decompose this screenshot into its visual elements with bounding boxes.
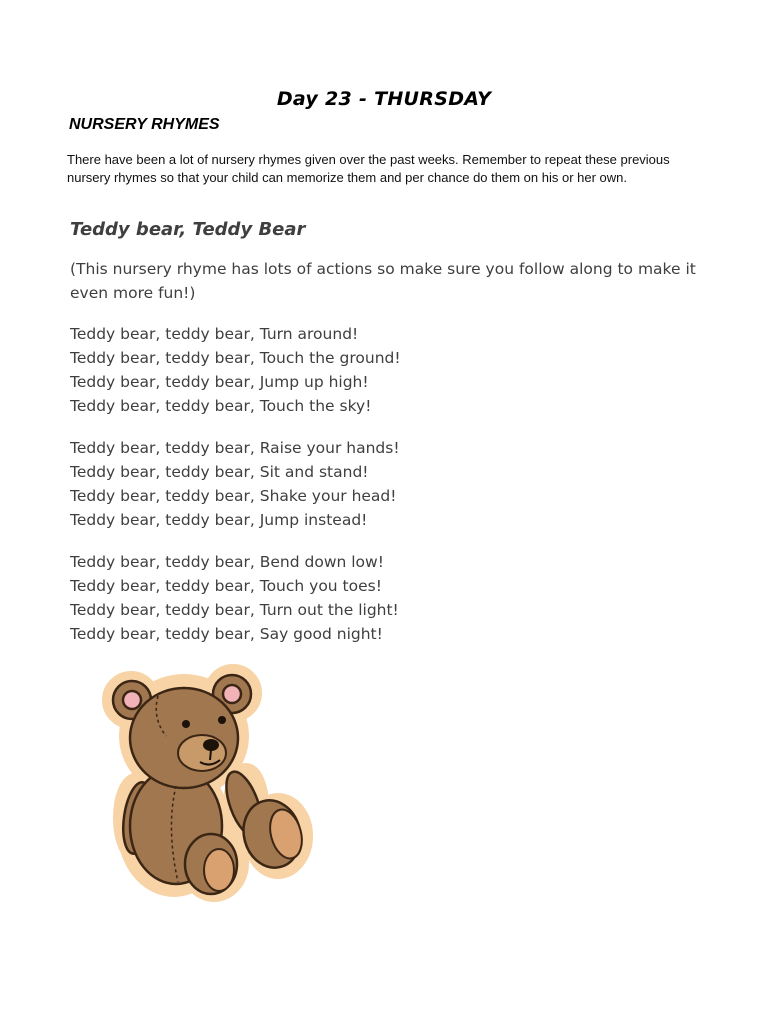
bear-head xyxy=(130,688,238,788)
verse-line: Teddy bear, teddy bear, Jump up high! xyxy=(70,373,369,391)
bear-nose xyxy=(203,739,219,751)
verse-line: Teddy bear, teddy bear, Sit and stand! xyxy=(70,463,369,481)
verse-2 xyxy=(70,436,400,532)
verse-line: Teddy bear, teddy bear, Raise your hands! xyxy=(70,439,400,457)
verse-line: Teddy bear, teddy bear, Touch the ground! xyxy=(70,349,401,367)
teddy-bear-icon xyxy=(96,658,326,920)
bear-muzzle xyxy=(178,735,226,771)
intro-paragraph: There have been a lot of nursery rhymes given over the past weeks. Remember to repeat these previous nursery rhymes so that your child can memorize them and per chance do them on his or her own. xyxy=(67,152,670,185)
rhyme-note: (This nursery rhyme has lots of actions so make sure you follow along to make it even more fun!) xyxy=(70,260,696,302)
verse-line: Teddy bear, teddy bear, Turn out the light! xyxy=(70,601,399,619)
section-heading: NURSERY RHYMES xyxy=(69,116,220,133)
page-title: Day 23 - THURSDAY xyxy=(276,88,492,110)
verse-line: Teddy bear, teddy bear, Say good night! xyxy=(70,625,383,643)
verse-line: Teddy bear, teddy bear, Turn around! xyxy=(70,325,359,343)
verse-1 xyxy=(70,322,401,418)
rhyme-title: Teddy bear, Teddy Bear xyxy=(70,219,306,240)
bear-eye xyxy=(182,720,190,728)
verse-line: Teddy bear, teddy bear, Bend down low! xyxy=(70,553,384,571)
verse-line: Teddy bear, teddy bear, Jump instead! xyxy=(70,511,368,529)
bear-eye xyxy=(218,716,226,724)
verse-line: Teddy bear, teddy bear, Touch you toes! xyxy=(70,577,382,595)
verse-line: Teddy bear, teddy bear, Touch the sky! xyxy=(70,397,372,415)
verse-line: Teddy bear, teddy bear, Shake your head! xyxy=(70,487,397,505)
verse-3 xyxy=(70,550,399,646)
